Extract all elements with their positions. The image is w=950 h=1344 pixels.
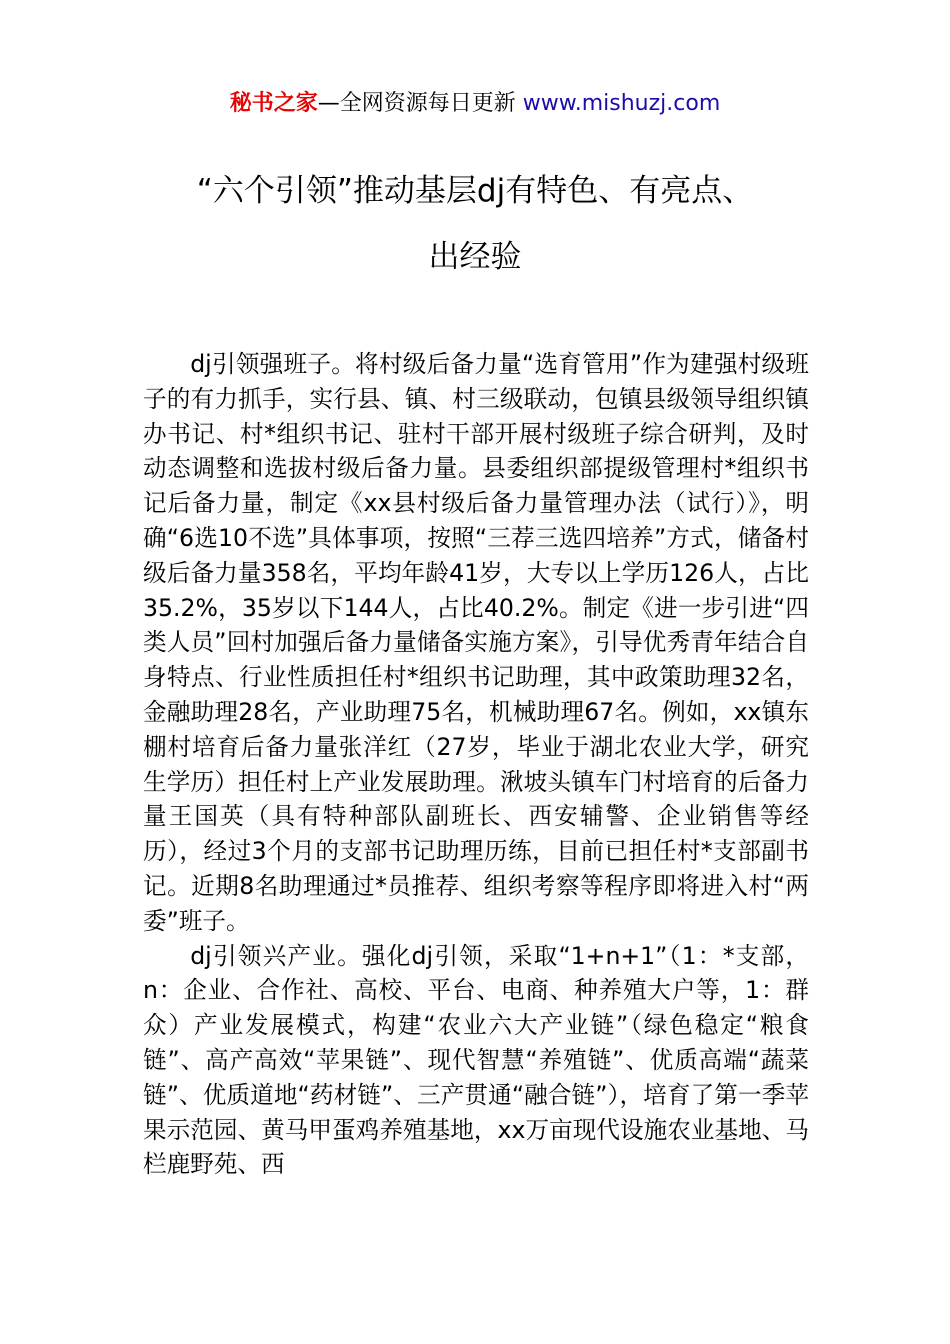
document-body [143,347,809,1182]
document-title [100,158,850,290]
site-url-link[interactable]: www.mishuzj.com [522,91,721,116]
body-paragraph-2: dj引领兴产业。强化dj引领，采取“1+n+1”（1：*支部，n：企业、合作社、高校、平台、电商、种养殖大户等，1：群众）产业发展模式，构建“农业六大产业链”（绿色稳定“粮食链”、高产高效“苹果链”、现代智慧“养殖链”、优质高端“蔬菜链”、优质道地“药材链”、三产贯通“融合链”），培育了第一季苹果示范园、黄马甲蛋鸡养殖基地，xx万亩现代设施农业基地、马栏鹿野苑、西 [143,941,809,1179]
brand-name: 秘书之家 [229,91,318,116]
site-header [0,88,950,120]
header-tagline: —全网资源每日更新 [317,91,523,116]
body-paragraph-1: dj引领强班子。将村级后备力量“选育管用”作为建强村级班子的有力抓手，实行县、镇、村三级联动，包镇县级领导组织镇办书记、村*组织书记、驻村干部开展村级班子综合研判，及时动态调整和选拔村级后备力量。县委组织部提级管理村*组织书记后备力量，制定《xx县村级后备力量管理办法（试行）》，明确“6选10不选”具体事项，按照“三荐三选四培养”方式，储备村级后备力量358名，平均年龄41岁，大专以上学历126人，占比35.2%，35岁以下144人，占比40.2%。制定《进一步引进“四类人员”回村加强后备力量储备实施方案》，引导优秀青年结合自身特点、行业性质担任村*组织书记助理，其中政策助理32名，金融助理28名，产业助理75名，机械助理67名。例如，xx镇东棚村培育后备力量张洋红（27岁，毕业于湖北农业大学，研究生学历）担任村上产业发展助理。湫坡头镇车门村培育的后备力量王国英（具有特种部队副班长、西安辅警、企业销售等经历），经过3个月的支部书记助理历练，目前已担任村*支部副书记。近期8名助理通过*员推荐、组织考察等程序即将进入村“两委”班子。 [143,350,809,935]
title-line-1: “六个引领”推动基层dj有特色、有亮点、 [196,173,754,209]
title-line-2: 出经验 [428,239,522,275]
